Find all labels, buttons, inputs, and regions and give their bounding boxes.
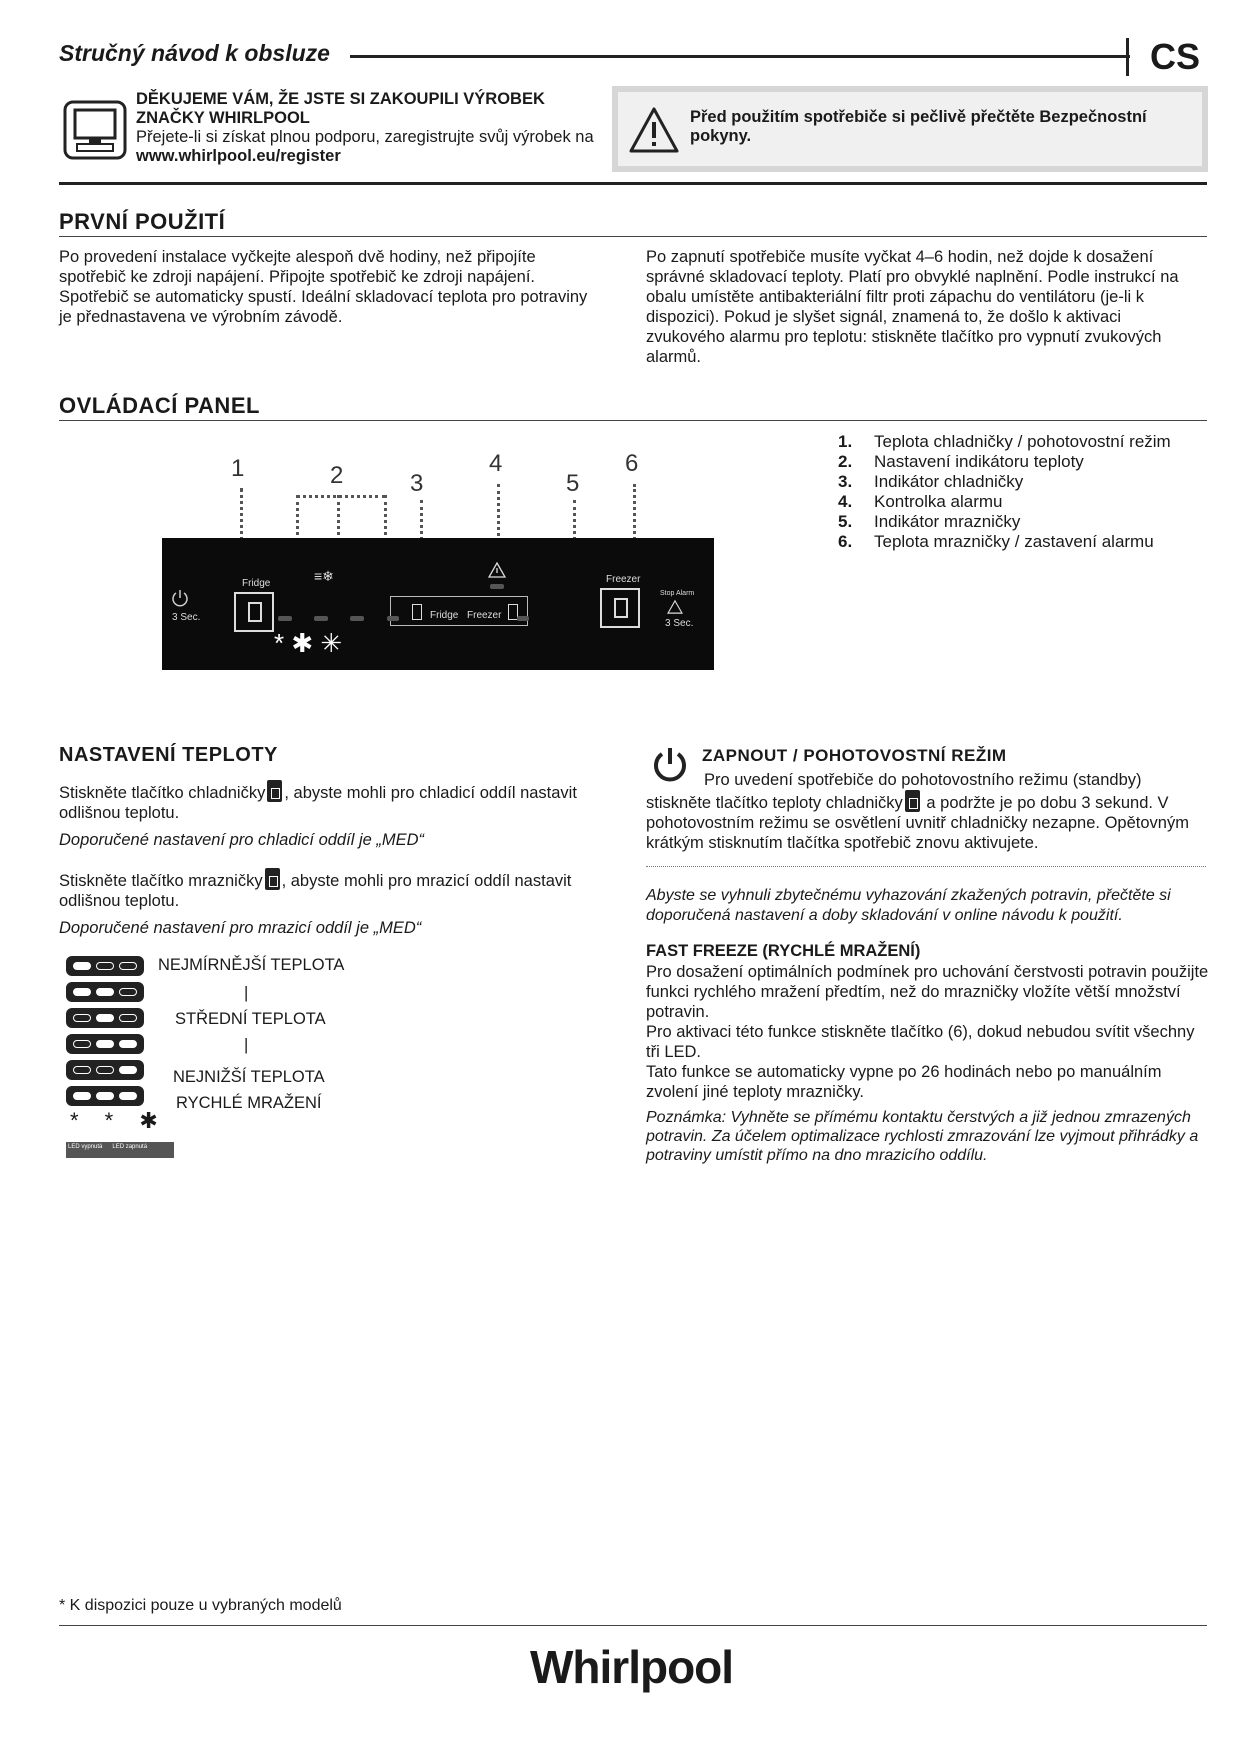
freezer-indicator-label: Freezer xyxy=(467,610,502,621)
fridge-button-icon xyxy=(905,790,920,812)
register-link[interactable]: www.whirlpool.eu/register xyxy=(136,147,341,165)
fridge-button[interactable] xyxy=(234,592,274,632)
led-row-4 xyxy=(66,1034,144,1054)
led-row-fast xyxy=(66,1086,144,1106)
fast-freeze-p1: Pro dosažení optimálních podmínek pro uchování čerstvosti potravin použijte funkci rychlého mražení předtím, než do mrazničky vložíte větší množství potravin. xyxy=(646,963,1209,1021)
dotted-divider xyxy=(646,866,1206,867)
list-item: 5. Indikátor mrazničky xyxy=(838,512,1021,531)
first-use-rule xyxy=(59,236,1207,237)
freezer-button-icon xyxy=(265,868,280,890)
header-tick xyxy=(1126,38,1129,76)
control-panel-image xyxy=(162,538,714,670)
led-legend: LED vypnutá LED zapnutá xyxy=(66,1142,174,1158)
led-row-mildest xyxy=(66,956,144,976)
thanks-heading: DĚKUJEME VÁM, ŽE JSTE SI ZAKOUPILI VÝROBEK ZNAČKY WHIRLPOOL xyxy=(136,90,545,127)
standby-title: ZAPNOUT / POHOTOVOSTNÍ REŽIM xyxy=(702,746,1007,765)
language-code: CS xyxy=(1150,36,1201,77)
footer-rule xyxy=(59,1625,1207,1626)
callout-3: 3 xyxy=(410,470,424,497)
fridge-recommendation: Doporučené nastavení pro chladicí oddíl je „MED“ xyxy=(59,831,425,849)
alarm-icon xyxy=(488,562,506,578)
fridge-button-icon xyxy=(267,780,282,802)
led-row-2 xyxy=(66,982,144,1002)
snowflake-row-icon: * * ✱ xyxy=(70,1108,168,1133)
callout-5: 5 xyxy=(566,470,580,497)
list-item: 4. Kontrolka alarmu xyxy=(838,492,1003,511)
list-item: 2. Nastavení indikátoru teploty xyxy=(838,452,1084,471)
control-list xyxy=(838,432,1171,552)
hold-3sec-right: 3 Sec. xyxy=(665,618,694,629)
freezer-led xyxy=(517,616,529,621)
fridge-led xyxy=(387,616,399,621)
first-use-right: Po zapnutí spotřebiče musíte vyčkat 4–6 hodin, než dojde k dosažení správné skladovací teploty. Platí pro obvyklé naplnění. Podle instrukcí na obalu umístěte antibakteriální filtr proti zápachu do ventilátoru (je-li k dispozici). Pokud je slyšet signál, znamená to, že došlo k aktivaci zvukového alarmu pro teplotu: stiskněte tlačítko pro vypnutí zvukových alarmů. xyxy=(646,248,1179,366)
temp-indicator-icon: ≡❄ xyxy=(314,568,334,584)
warning-icon xyxy=(628,106,680,154)
stop-alarm-label: Stop Alarm xyxy=(660,590,695,597)
control-panel-rule xyxy=(59,420,1207,421)
led-2 xyxy=(314,616,328,621)
standby-text: Pro uvedení spotřebiče do pohotovostního režimu (standby) stiskněte tlačítko teploty chladničky a podržte je po dobu 3 sekund. V pohotovostním režimu se osvětlení uvnitř chladničky nezapne. Opětovným krátkým stisknutím tlačítka spotřebič znovu aktivujete. xyxy=(646,771,1189,852)
scale-fast: RYCHLÉ MRAŽENÍ xyxy=(176,1094,322,1112)
monitor-icon xyxy=(63,100,127,160)
led-1 xyxy=(278,616,292,621)
callout-2: 2 xyxy=(330,462,344,489)
fast-freeze-note: Poznámka: Vyhněte se přímému kontaktu čerstvých a již jednou zmrazených potravin. Za účelem optimalizace rychlosti zmrazování lze vyjmout přihrádky a potraviny umístit přímo na dno mrazicího oddílu. xyxy=(646,1109,1199,1164)
list-item: 6. Teplota mrazničky / zastavení alarmu xyxy=(838,532,1154,551)
fridge-label: Fridge xyxy=(242,578,271,589)
list-item: 1. Teplota chladničky / pohotovostní režim xyxy=(838,432,1171,451)
control-panel-title: OVLÁDACÍ PANEL xyxy=(59,393,260,418)
scale-middle: STŘEDNÍ TEPLOTA xyxy=(175,1010,326,1028)
hold-3sec-left: 3 Sec. xyxy=(172,612,201,623)
freezer-recommendation: Doporučené nastavení pro mrazicí oddíl je „MED“ xyxy=(59,919,422,937)
safety-warning-box xyxy=(612,86,1208,172)
fridge-indicator-label: Fridge xyxy=(430,610,459,621)
scale-mildest: NEJMÍRNĚJŠÍ TEPLOTA xyxy=(158,956,345,974)
list-item: 3. Indikátor chladničky xyxy=(838,472,1024,491)
thanks-block xyxy=(136,90,606,166)
footnote: * K dispozici pouze u vybraných modelů xyxy=(59,1597,342,1614)
warning-text: Před použitím spotřebiče si pečlivě přečtěte Bezpečnostní pokyny. xyxy=(690,108,1147,145)
scale-lowest: NEJNIŽŠÍ TEPLOTA xyxy=(173,1068,325,1086)
snowflake-icons: * ✱ ✳ xyxy=(274,628,343,658)
page-title: Stručný návod k obsluze xyxy=(59,40,330,66)
stop-alarm-icon xyxy=(667,600,683,614)
led-3 xyxy=(350,616,364,621)
led-row-lowest xyxy=(66,1060,144,1080)
fast-freeze-p2: Pro aktivaci této funkce stiskněte tlačítko (6), dokud nebudou svítit všechny tři LED. xyxy=(646,1023,1195,1061)
fast-freeze-title: FAST FREEZE (RYCHLÉ MRAŽENÍ) xyxy=(646,942,921,960)
first-use-left: Po provedení instalace vyčkejte alespoň dvě hodiny, než připojíte spotřebič ke zdroji napájení. Připojte spotřebič ke zdroji napájení. Spotřebič se automaticky spustí. Ideální skladovací teplota pro potraviny je přednastavena ve výrobním závodě. xyxy=(59,248,588,326)
callout-4: 4 xyxy=(489,450,503,477)
fast-freeze-p3: Tato funkce se automaticky vypne po 26 hodinách nebo po manuálním zvolení jiné teploty mrazničky. xyxy=(646,1063,1162,1101)
temp-setting-title: NASTAVENÍ TEPLOTY xyxy=(59,744,278,766)
storage-note: Abyste se vyhnuli zbytečnému vyhazování zkažených potravin, přečtěte si doporučená nastavení a doby skladování v online návodu k použití. xyxy=(646,887,1171,924)
first-use-title: PRVNÍ POUŽITÍ xyxy=(59,209,226,234)
power-icon[interactable] xyxy=(170,588,190,608)
callout-6: 6 xyxy=(625,450,639,477)
scale-bar-1: | xyxy=(244,984,249,1002)
whirlpool-logo: Whirlpool xyxy=(530,1641,734,1693)
scale-bar-2: | xyxy=(244,1036,249,1054)
header-rule xyxy=(350,55,1130,58)
leader-2-top xyxy=(296,495,386,498)
intro-rule xyxy=(59,182,1207,185)
fridge-setting-text: Stiskněte tlačítko chladničky , abyste mohli pro chladicí oddíl nastavit odlišnou teplotu. xyxy=(59,780,629,823)
led-row-middle xyxy=(66,1008,144,1028)
thanks-text: Přejete-li si získat plnou podporu, zaregistrujte svůj výrobek na xyxy=(136,128,594,146)
fridge-indicator-icon xyxy=(412,604,422,620)
alarm-led xyxy=(490,584,504,589)
freezer-label: Freezer xyxy=(606,574,641,585)
freezer-button[interactable] xyxy=(600,588,640,628)
callout-1: 1 xyxy=(231,455,245,482)
freezer-setting-text: Stiskněte tlačítko mrazničky , abyste mohli pro mrazicí oddíl nastavit odlišnou teplotu. xyxy=(59,868,629,911)
